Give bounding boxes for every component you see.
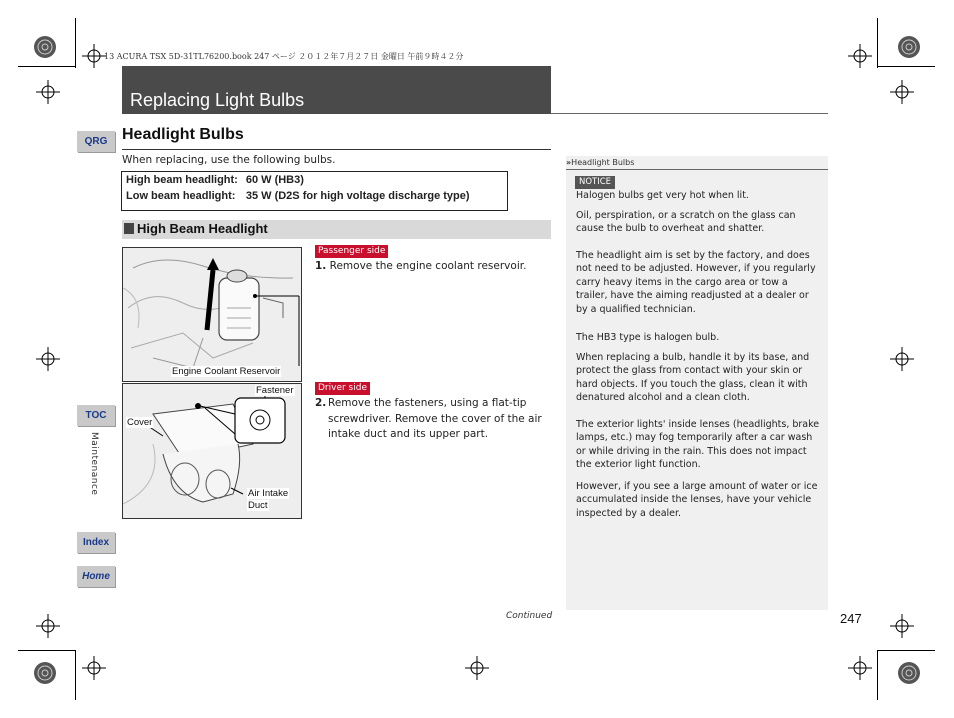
crosshair-mark-icon [82,656,106,680]
engine-bay-illustration [123,248,301,381]
passenger-side-tag: Passenger side [315,245,388,258]
notice-badge: NOTICE [575,176,615,189]
title-rule [551,113,828,114]
step-number: 2. [315,397,327,409]
home-tab[interactable] [77,566,115,587]
panel-paragraph: However, if you see a large amount of water or ice accumulated inside the lenses, have your vehicle inspected by a dealer. [576,481,818,519]
step-1 [315,259,551,275]
step-2-text: Remove the fasteners, using a flat-tip screwdriver. Remove the cover of the air intake duct and its upper part. [328,397,542,440]
panel-arrow-icon: » [566,158,572,167]
section-title: Headlight Bulbs [122,126,244,143]
crosshair-mark-icon [848,44,872,68]
crosshair-mark-icon [465,656,489,680]
bulb-label: High beam headlight: [126,174,238,186]
cover-label: Cover [127,417,153,428]
crosshair-mark-icon [890,614,914,638]
page-title: Replacing Light Bulbs [130,90,305,110]
qrg-tab[interactable]: QRG [77,131,115,152]
fastener-label: Fastener [256,385,294,396]
intro-text: When replacing, use the following bulbs. [122,154,336,166]
panel-paragraph: The HB3 type is halogen bulb. [576,332,720,343]
step-text: Remove the engine coolant reservoir. [329,260,527,272]
crosshair-mark-icon [36,347,60,371]
duct-label: Duct [248,500,268,511]
home-tab-label: Home [82,571,110,582]
panel-header [566,156,828,170]
panel-paragraph: Oil, perspiration, or a scratch on the glass can cause the bulb to overheat and shatter. [576,210,796,235]
table-row [122,188,474,204]
index-tab[interactable]: Index [77,532,115,553]
panel-paragraph: When replacing a bulb, handle it by its base, and protect the glass from contact with your skin or hard objects. If you touch the glass, clean it with denatured alcohol and a clean cloth. [576,352,810,404]
air-intake-label: Air Intake [248,488,289,499]
crosshair-mark-icon [36,614,60,638]
section-rule [122,149,551,150]
bulb-value: 35 W (D2S for high voltage discharge type) [245,190,470,202]
subsection-title: High Beam Headlight [137,221,268,236]
subsection-square-icon [124,223,134,234]
table-row [122,172,474,188]
registration-target-icon [896,34,922,60]
panel-paragraph: The exterior lights' inside lenses (headlights, brake lamps, etc.) may fog temporarily after a car wash or while driving in the rain. This does not impact the exterior light function. [576,419,820,471]
driver-side-tag: Driver side [315,382,370,395]
registration-target-icon [32,660,58,686]
page-number: 247 [840,611,862,626]
chapter-label: Maintenance [89,432,99,496]
panel-paragraph: Halogen bulbs get very hot when lit. [576,190,749,201]
air-intake-figure [122,383,302,519]
crosshair-mark-icon [82,44,106,68]
registration-target-icon [32,34,58,60]
panel-header-text: Headlight Bulbs [571,158,635,167]
engine-coolant-figure [122,247,302,382]
panel-paragraph: The headlight aim is set by the factory, and does not need to be adjusted. However, if you regularly carry heavy items in the cargo area or tow a trailer, have the aiming readjusted at a dealer or by a qualified technician. [576,250,816,315]
crosshair-mark-icon [890,347,914,371]
continued-label: Continued [506,611,553,621]
registration-target-icon [896,660,922,686]
crosshair-mark-icon [36,80,60,104]
step-number: 1. [315,260,327,272]
crosshair-mark-icon [848,656,872,680]
crosshair-mark-icon [890,80,914,104]
figure-label: Engine Coolant Reservoir [172,366,281,377]
bulb-spec-table [122,172,474,204]
bulb-label: Low beam headlight: [126,190,236,202]
print-header: 13 ACURA TSX 5D-31TL76200.book 247 ページ ２０１２年７月２７日 金曜日 午前９時４２分 [104,52,464,61]
toc-tab[interactable]: TOC [77,405,115,426]
bulb-value: 60 W (HB3) [245,174,304,186]
